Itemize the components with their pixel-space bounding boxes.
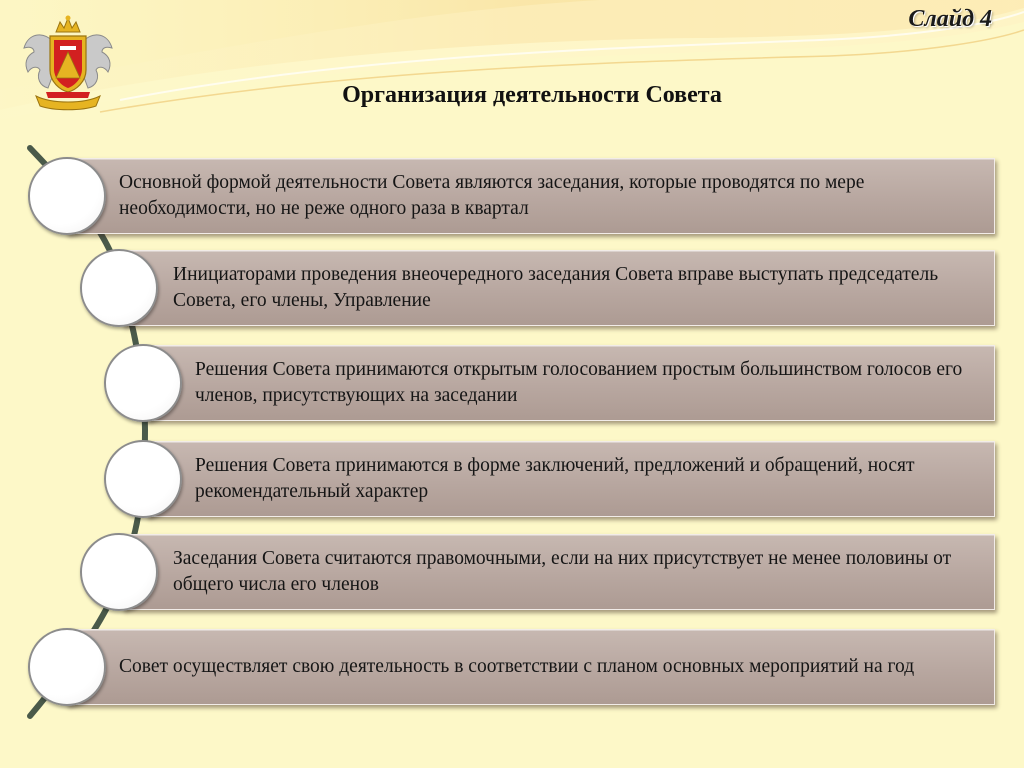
- slide-number-label: Слайд 4: [908, 6, 992, 32]
- list-item-bullet-circle: [28, 157, 106, 235]
- list-item: [122, 250, 995, 326]
- list-item: [66, 158, 995, 234]
- list-item-bullet-circle: [80, 249, 158, 327]
- list-item-text: Решения Совета принимаются в форме заключений, предложений и обращений, носят рекомендательный характер: [195, 455, 915, 502]
- list-item-text: Основной формой деятельности Совета являются заседания, которые проводятся по мере необходимости, но не реже одного раза в квартал: [119, 172, 865, 219]
- list-item-text: Решения Совета принимаются открытым голосованием простым большинством голосов его членов, присутствующих на заседании: [195, 359, 963, 406]
- list-item: [66, 629, 995, 705]
- list-item: [122, 534, 995, 610]
- list-item-bullet-circle: [80, 533, 158, 611]
- list-item-text: Заседания Совета считаются правомочными, если на них присутствует не менее половины от общего числа его членов: [173, 548, 952, 595]
- page-title: Организация деятельности Совета: [342, 82, 722, 108]
- list-item: [146, 441, 995, 517]
- list-item-bullet-circle: [104, 344, 182, 422]
- list-item-bullet-circle: [28, 628, 106, 706]
- list-item-bullet-circle: [104, 440, 182, 518]
- list-item-text: Совет осуществляет свою деятельность в соответствии с планом основных мероприятий на год: [119, 656, 915, 677]
- list-item: [146, 345, 995, 421]
- list-item-text: Инициаторами проведения внеочередного заседания Совета вправе выступать председатель Совета, его члены, Управление: [173, 264, 939, 311]
